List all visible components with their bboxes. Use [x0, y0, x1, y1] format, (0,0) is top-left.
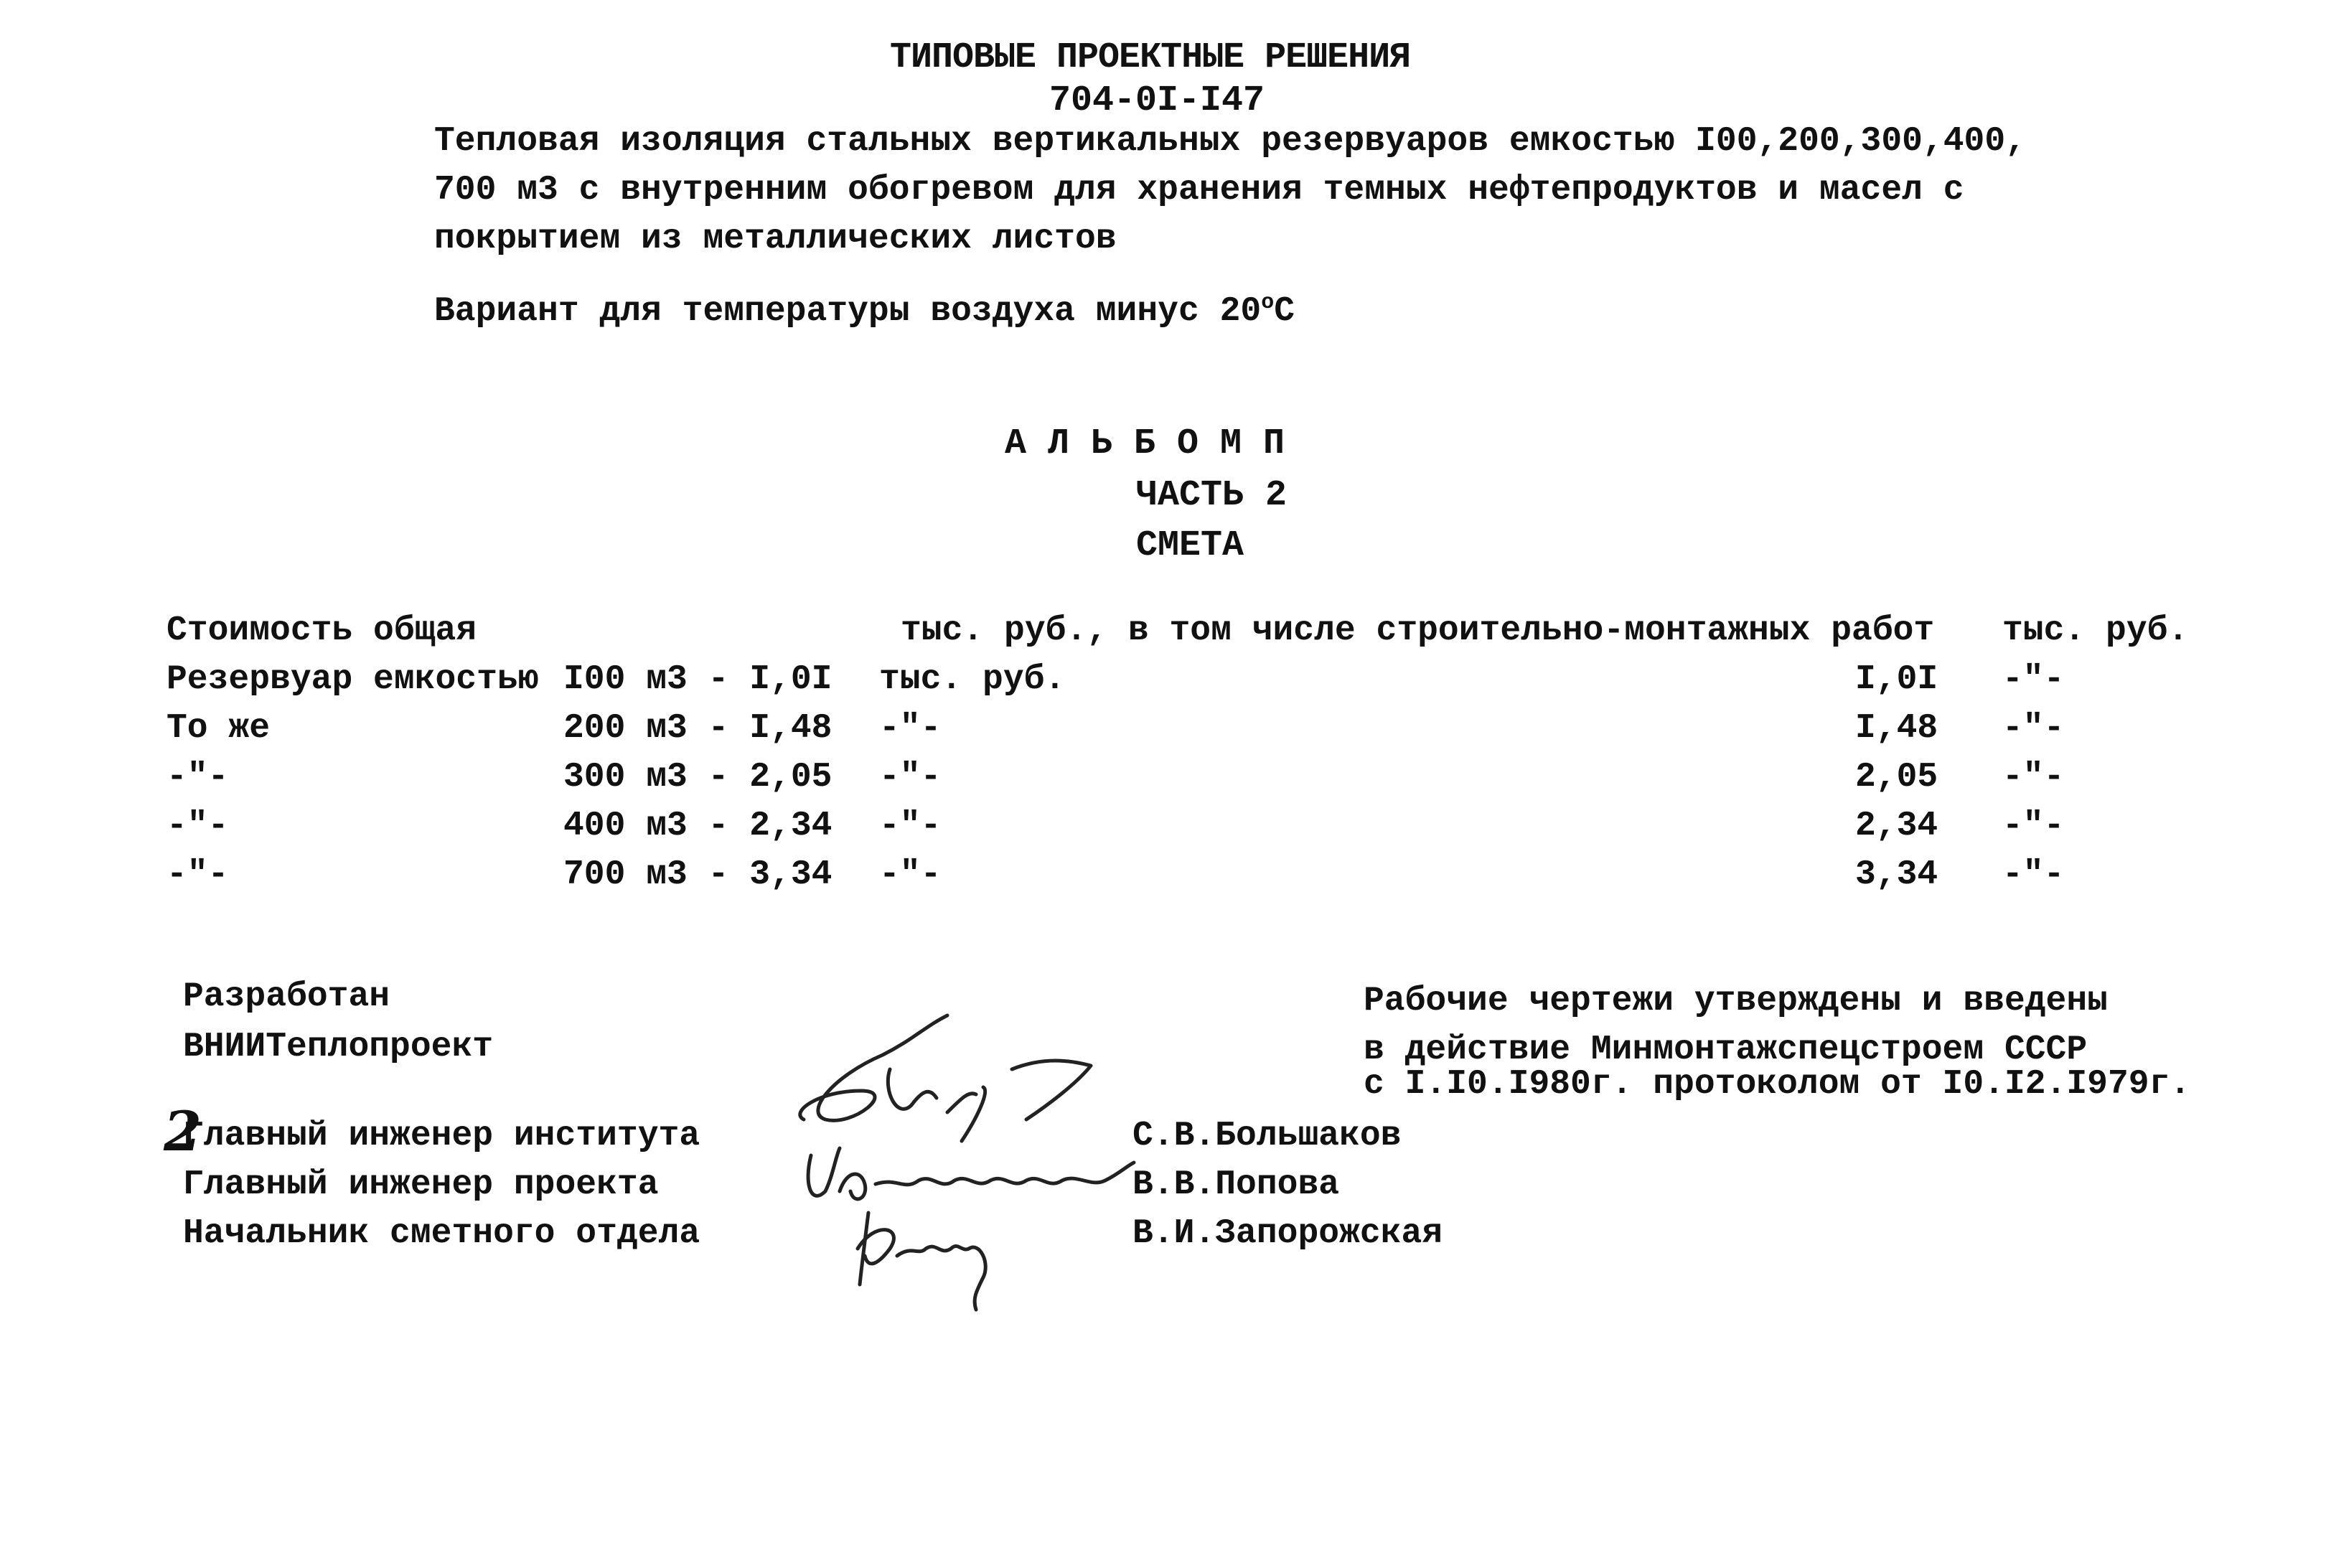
approval-line-1: Рабочие чертежи утверждены и введены — [1364, 982, 2108, 1020]
row-volume: I00 м3 - I,0I — [563, 660, 832, 699]
row-volume: 400 м3 - 2,34 — [563, 807, 832, 845]
row-volume: 200 м3 - I,48 — [563, 709, 832, 748]
album-part: ЧАСТЬ 2 — [1136, 475, 1288, 516]
handwritten-mark: 2 — [164, 1099, 202, 1163]
row-unit: тыс. руб. — [879, 660, 1066, 699]
row-smr-unit: -"- — [2002, 855, 2065, 894]
developer-org: ВНИИТеплопроект — [183, 1028, 494, 1066]
row-volume: 300 м3 - 2,05 — [563, 758, 832, 797]
variant-line — [434, 291, 1295, 331]
row-unit: -"- — [879, 807, 942, 845]
project-code: 704-0I-I47 — [1049, 80, 1265, 121]
row-smr: 2,05 — [1855, 758, 1938, 797]
row-label: То же — [166, 709, 271, 748]
signatory-role: Главный инженер института — [183, 1117, 700, 1155]
row-label: -"- — [166, 758, 229, 797]
row-smr: 2,34 — [1855, 807, 1938, 845]
album-title: А Л Ь Б О М П — [1005, 423, 1285, 464]
developer-label: Разработан — [183, 977, 390, 1016]
row-smr-unit: -"- — [2002, 807, 2065, 845]
row-label: -"- — [166, 855, 229, 894]
signatory-role: Начальник сметного отдела — [183, 1214, 700, 1253]
cost-header-mid: тыс. руб., в том числе строительно-монтажных работ — [901, 611, 1935, 650]
row-smr: I,48 — [1855, 709, 1938, 748]
series-title: ТИПОВЫЕ ПРОЕКТНЫЕ РЕШЕНИЯ — [890, 37, 1411, 78]
approval-line-2: в действие Минмонтажспецстроем СССР — [1364, 1031, 2088, 1069]
signature-3 — [847, 1206, 1012, 1313]
signatory-name: В.И.Запорожская — [1132, 1214, 1443, 1253]
title-line-2: 700 м3 с внутренним обогревом для хранения темных нефтепродуктов и масел с — [434, 171, 1964, 210]
row-unit: -"- — [879, 709, 942, 748]
cost-header-unit: тыс. руб. — [2002, 611, 2189, 650]
signatory-role: Главный инженер проекта — [183, 1165, 659, 1204]
row-volume: 700 м3 - 3,34 — [563, 855, 832, 894]
title-line-3: покрытием из металлических листов — [434, 220, 1117, 258]
title-line-1: Тепловая изоляция стальных вертикальных резервуаров емкостью I00,200,300,400, — [434, 122, 2026, 161]
cost-header-left: Стоимость общая — [166, 611, 477, 650]
signatory-name: С.В.Большаков — [1132, 1117, 1402, 1155]
row-label: -"- — [166, 807, 229, 845]
row-label: Резервуар емкостью — [166, 660, 539, 699]
signatory-name: В.В.Попова — [1132, 1165, 1340, 1204]
degree-sign: о — [1261, 291, 1275, 315]
row-smr: I,0I — [1855, 660, 1938, 699]
variant-text: Вариант для температуры воздуха минус 20 — [434, 292, 1262, 331]
doc-type: СМЕТА — [1136, 525, 1244, 566]
approval-line-3: с I.I0.I980г. протоколом от I0.I2.I979г. — [1364, 1065, 2191, 1104]
row-smr-unit: -"- — [2002, 660, 2065, 699]
row-smr: 3,34 — [1855, 855, 1938, 894]
row-smr-unit: -"- — [2002, 758, 2065, 797]
row-unit: -"- — [879, 855, 942, 894]
row-smr-unit: -"- — [2002, 709, 2065, 748]
variant-unit: С — [1274, 292, 1295, 331]
signature-1 — [775, 1012, 1120, 1155]
row-unit: -"- — [879, 758, 942, 797]
